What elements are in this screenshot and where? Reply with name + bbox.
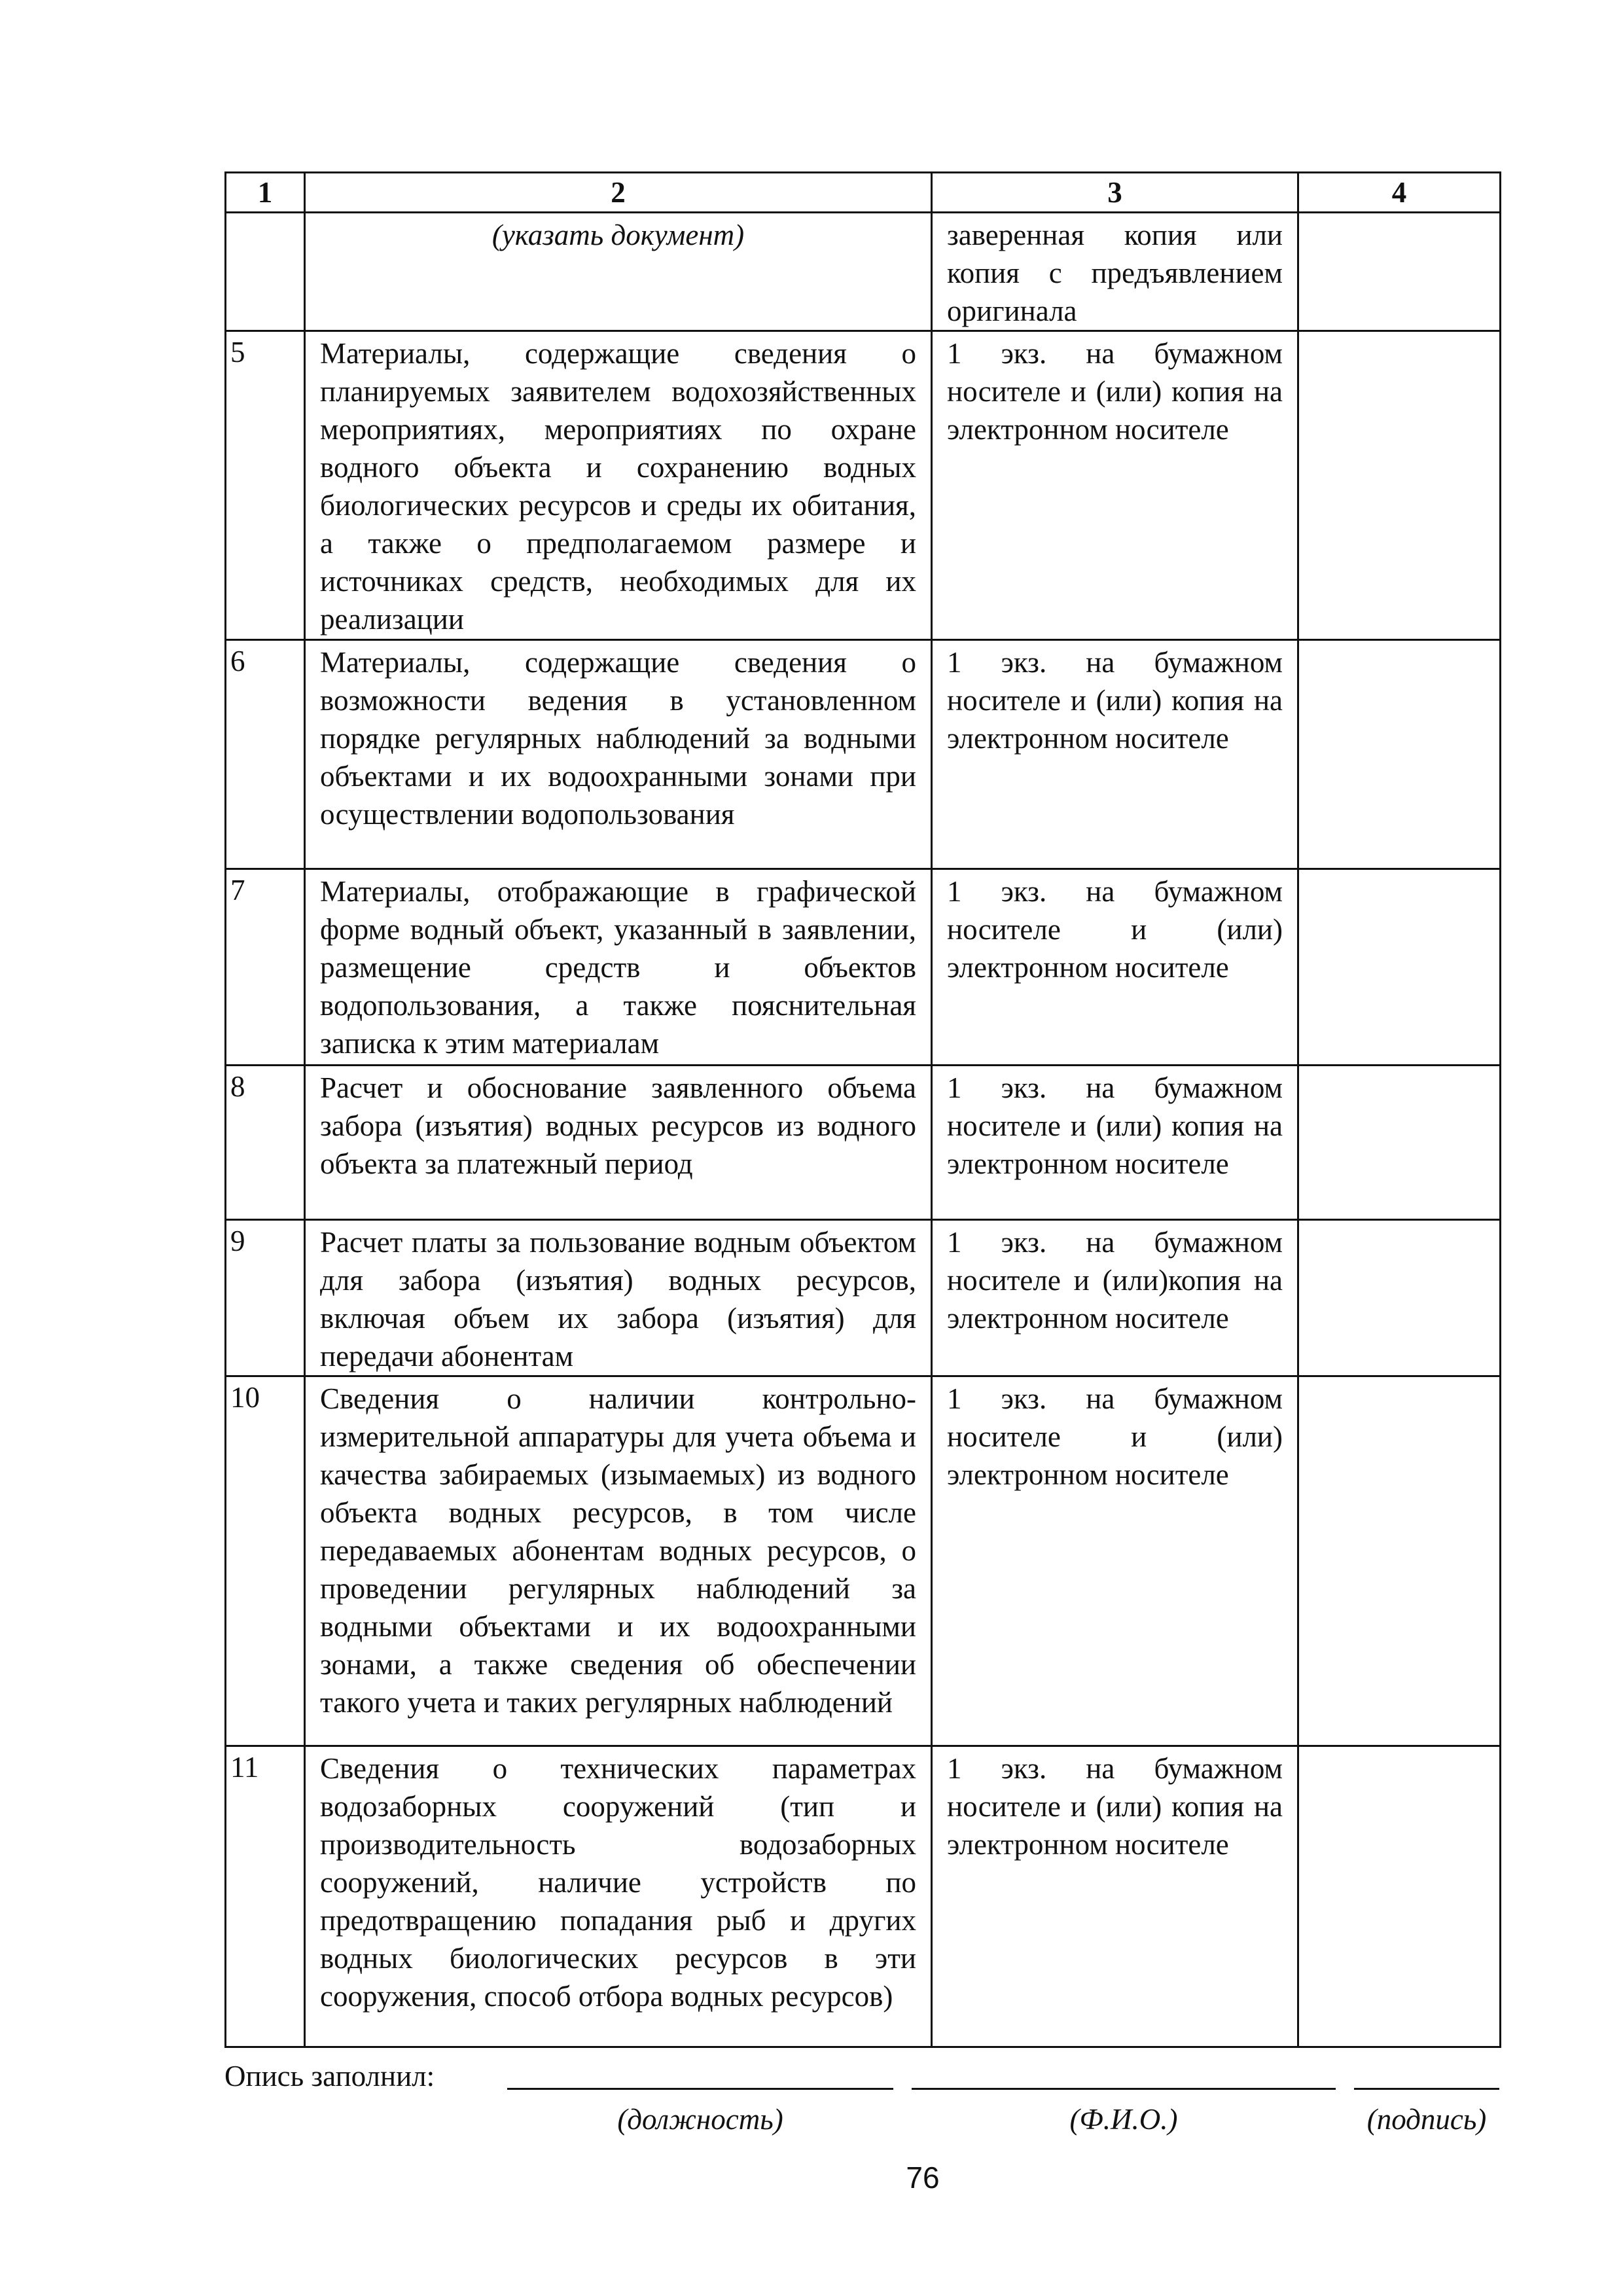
column-header: 4 [1298, 173, 1501, 213]
document-name-cell: Сведения о наличии контрольно-измерительной аппаратуры для учета объема и качества забираемых (изымаемых) из водного объекта водных ресурсов, в том числе передаваемых абонентам водных ресурсов, о проведении регулярных наблюдений за водными объектами и их водоохранными зонами, а также сведения об обеспечении такого учета и таких регулярных наблюдений [305, 1376, 932, 1746]
page-number: 76 [906, 2161, 940, 2195]
signature-caption: (подпись) [1366, 2103, 1487, 2136]
row-number-cell [226, 213, 305, 331]
document-form-cell: 1 экз. на бумажном носителе и (или) копия на электронном носителе [932, 331, 1298, 640]
signature-line [1354, 2088, 1499, 2090]
table-row [226, 1220, 1501, 1376]
row-number-cell: 7 [226, 869, 305, 1066]
document-name-cell: Расчет платы за пользование водным объектом для забора (изъятия) водных ресурсов, включая объем их забора (изъятия) для передачи абонентам [305, 1220, 932, 1376]
document-name-cell: (указать документ) [305, 213, 932, 331]
table-header-row [226, 173, 1501, 213]
column-header: 2 [305, 173, 932, 213]
row-number-cell: 9 [226, 1220, 305, 1376]
table-row [226, 869, 1501, 1066]
document-form-cell: 1 экз. на бумажном носителе и (или) копия на электронном носителе [932, 1066, 1298, 1220]
position-caption: (должность) [617, 2103, 783, 2136]
row-number-cell: 5 [226, 331, 305, 640]
table-row-continuation [226, 213, 1501, 331]
note-cell [1298, 331, 1501, 640]
table-row [226, 1066, 1501, 1220]
document-form-cell: 1 экз. на бумажном носителе и (или) копия на электронном носителе [932, 1746, 1298, 2047]
note-cell [1298, 1376, 1501, 1746]
document-name-cell: Материалы, содержащие сведения о планируемых заявителем водохозяйственных мероприятиях, мероприятиях по охране водного объекта и сохранению водных биологических ресурсов и среды их обитания, а также о предполагаемом размере и источниках средств, необходимых для их реализации [305, 331, 932, 640]
row-number-cell: 10 [226, 1376, 305, 1746]
document-form-cell: 1 экз. на бумажном носителе и (или) электронном носителе [932, 869, 1298, 1066]
note-cell [1298, 1066, 1501, 1220]
documents-inventory-table [224, 171, 1501, 2048]
column-header: 1 [226, 173, 305, 213]
table-row [226, 1376, 1501, 1746]
note-cell [1298, 1746, 1501, 2047]
document-form-cell: 1 экз. на бумажном носителе и (или) электронном носителе [932, 1376, 1298, 1746]
note-cell [1298, 640, 1501, 869]
document-name-cell: Сведения о технических параметрах водозаборных сооружений (тип и производительность водозаборных сооружений, наличие устройств по предотвращению попадания рыб и других водных биологических ресурсов в эти сооружения, способ отбора водных ресурсов) [305, 1746, 932, 2047]
filled-by-label: Опись заполнил: [224, 2060, 435, 2092]
document-form-cell: заверенная копия или копия с предъявлением оригинала [932, 213, 1298, 331]
document-name-cell: Материалы, содержащие сведения о возможности ведения в установленном порядке регулярных наблюдений за водными объектами и их водоохранными зонами при осуществлении водопользования [305, 640, 932, 869]
document-name-cell: Расчет и обоснование заявленного объема забора (изъятия) водных ресурсов из водного объекта за платежный период [305, 1066, 932, 1220]
table-row [226, 1746, 1501, 2047]
document-form-cell: 1 экз. на бумажном носителе и (или)копия на электронном носителе [932, 1220, 1298, 1376]
column-header: 3 [932, 173, 1298, 213]
position-line [507, 2088, 893, 2090]
name-line [912, 2088, 1336, 2090]
document-name-cell: Материалы, отображающие в графической форме водный объект, указанный в заявлении, размещение средств и объектов водопользования, а также пояснительная записка к этим материалам [305, 869, 932, 1066]
note-cell [1298, 1220, 1501, 1376]
name-caption: (Ф.И.О.) [1069, 2103, 1178, 2136]
signature-block [224, 2059, 1499, 2151]
row-number-cell: 11 [226, 1746, 305, 2047]
table-row [226, 331, 1501, 640]
table-row [226, 640, 1501, 869]
row-number-cell: 6 [226, 640, 305, 869]
row-number-cell: 8 [226, 1066, 305, 1220]
note-cell [1298, 869, 1501, 1066]
note-cell [1298, 213, 1501, 331]
document-form-cell: 1 экз. на бумажном носителе и (или) копия на электронном носителе [932, 640, 1298, 869]
